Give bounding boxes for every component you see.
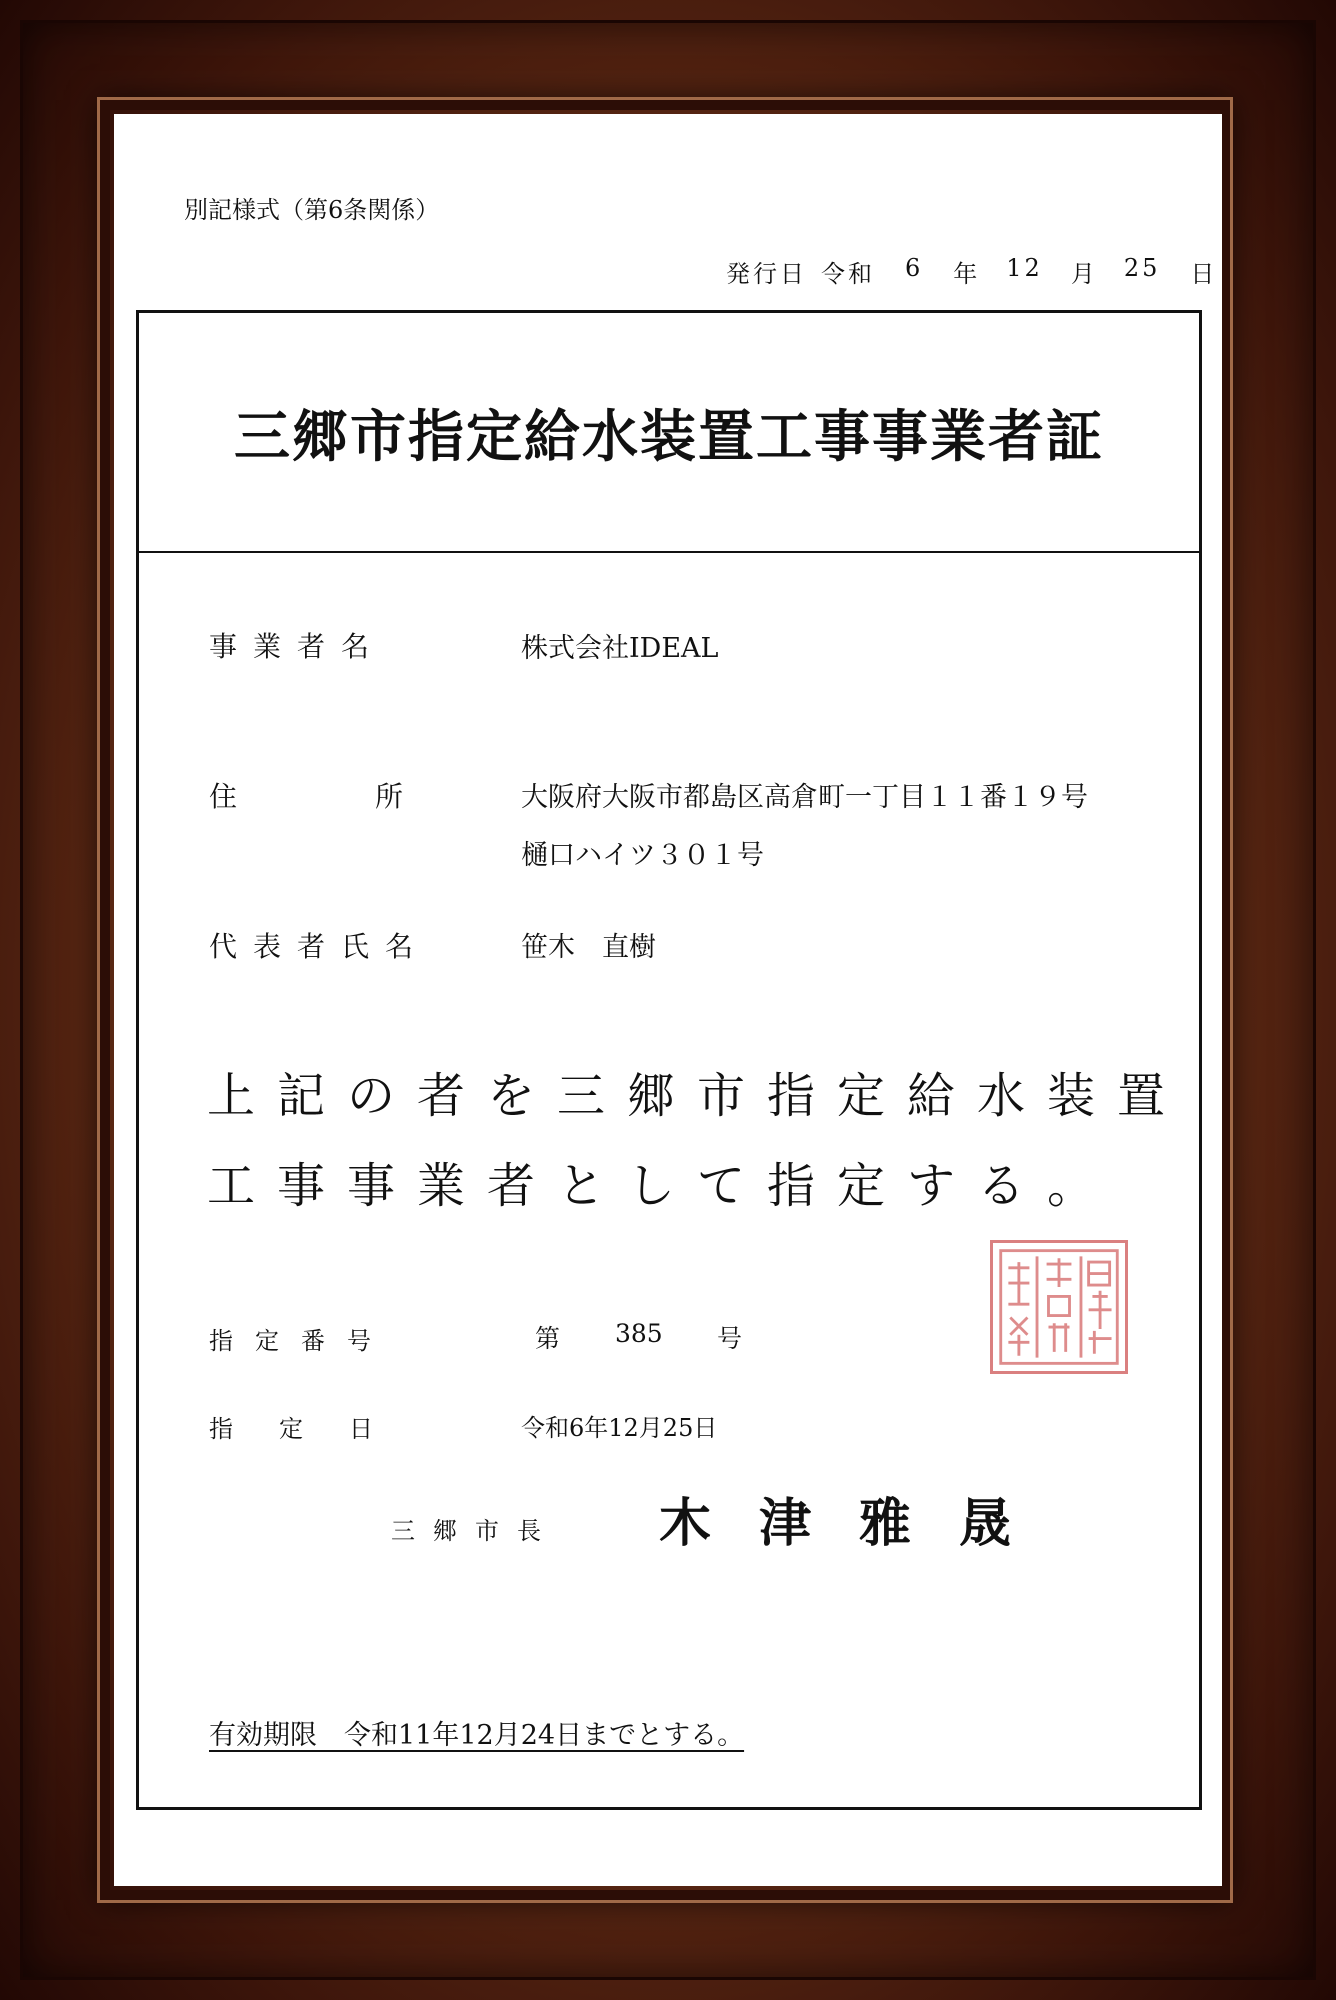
issue-label: 発行日 bbox=[726, 260, 807, 288]
representative-value: 笹木 直樹 bbox=[521, 932, 656, 963]
issue-day: 25 bbox=[1123, 254, 1161, 282]
declaration-line-1: 上記の者を三郷市指定給水装置 bbox=[207, 1068, 1188, 1124]
issue-day-unit: 日 bbox=[1190, 260, 1218, 288]
declaration-line-2: 工事事業者として指定する。 bbox=[207, 1158, 1118, 1214]
validity-period: 有効期限 令和11年12月24日までとする。 bbox=[209, 1720, 745, 1751]
address-line-2: 樋口ハイツ３０１号 bbox=[521, 840, 764, 871]
representative-label: 代表者氏名 bbox=[209, 930, 430, 963]
issue-year-unit: 年 bbox=[953, 260, 981, 288]
certificate-paper bbox=[114, 114, 1222, 1886]
designation-number-label: 指定番号 bbox=[209, 1327, 393, 1355]
seal-icon bbox=[993, 1243, 1125, 1371]
designation-number-suffix: 号 bbox=[717, 1324, 743, 1353]
designation-date-label: 指定日 bbox=[209, 1415, 419, 1443]
address-line-1: 大阪府大阪市都島区高倉町一丁目１１番１９号 bbox=[521, 782, 1088, 813]
designation-number: 385 bbox=[615, 1319, 663, 1348]
mayor-title: 三郷市長 bbox=[391, 1517, 559, 1545]
business-name-value: 株式会社IDEAL bbox=[521, 633, 719, 664]
issue-era: 令和 bbox=[821, 260, 875, 288]
mayor-name: 木津雅晟 bbox=[659, 1493, 1060, 1554]
issue-year: 6 bbox=[905, 254, 924, 282]
certificate-box bbox=[136, 310, 1202, 1810]
issue-date-line bbox=[726, 254, 1217, 289]
issue-month-unit: 月 bbox=[1070, 260, 1098, 288]
certificate-title: 三郷市指定給水装置工事事業者証 bbox=[234, 405, 1104, 470]
issue-month: 12 bbox=[1006, 254, 1043, 282]
official-seal bbox=[990, 1240, 1128, 1374]
designation-date: 令和6年12月25日 bbox=[521, 1414, 718, 1442]
designation-number-prefix: 第 bbox=[535, 1324, 561, 1353]
form-note: 別記様式（第6条関係） bbox=[184, 196, 440, 224]
business-name-label: 事業者名 bbox=[209, 630, 386, 663]
address-label-2: 所 bbox=[375, 780, 420, 813]
title-row bbox=[139, 313, 1199, 553]
address-label-1: 住 bbox=[209, 780, 254, 813]
